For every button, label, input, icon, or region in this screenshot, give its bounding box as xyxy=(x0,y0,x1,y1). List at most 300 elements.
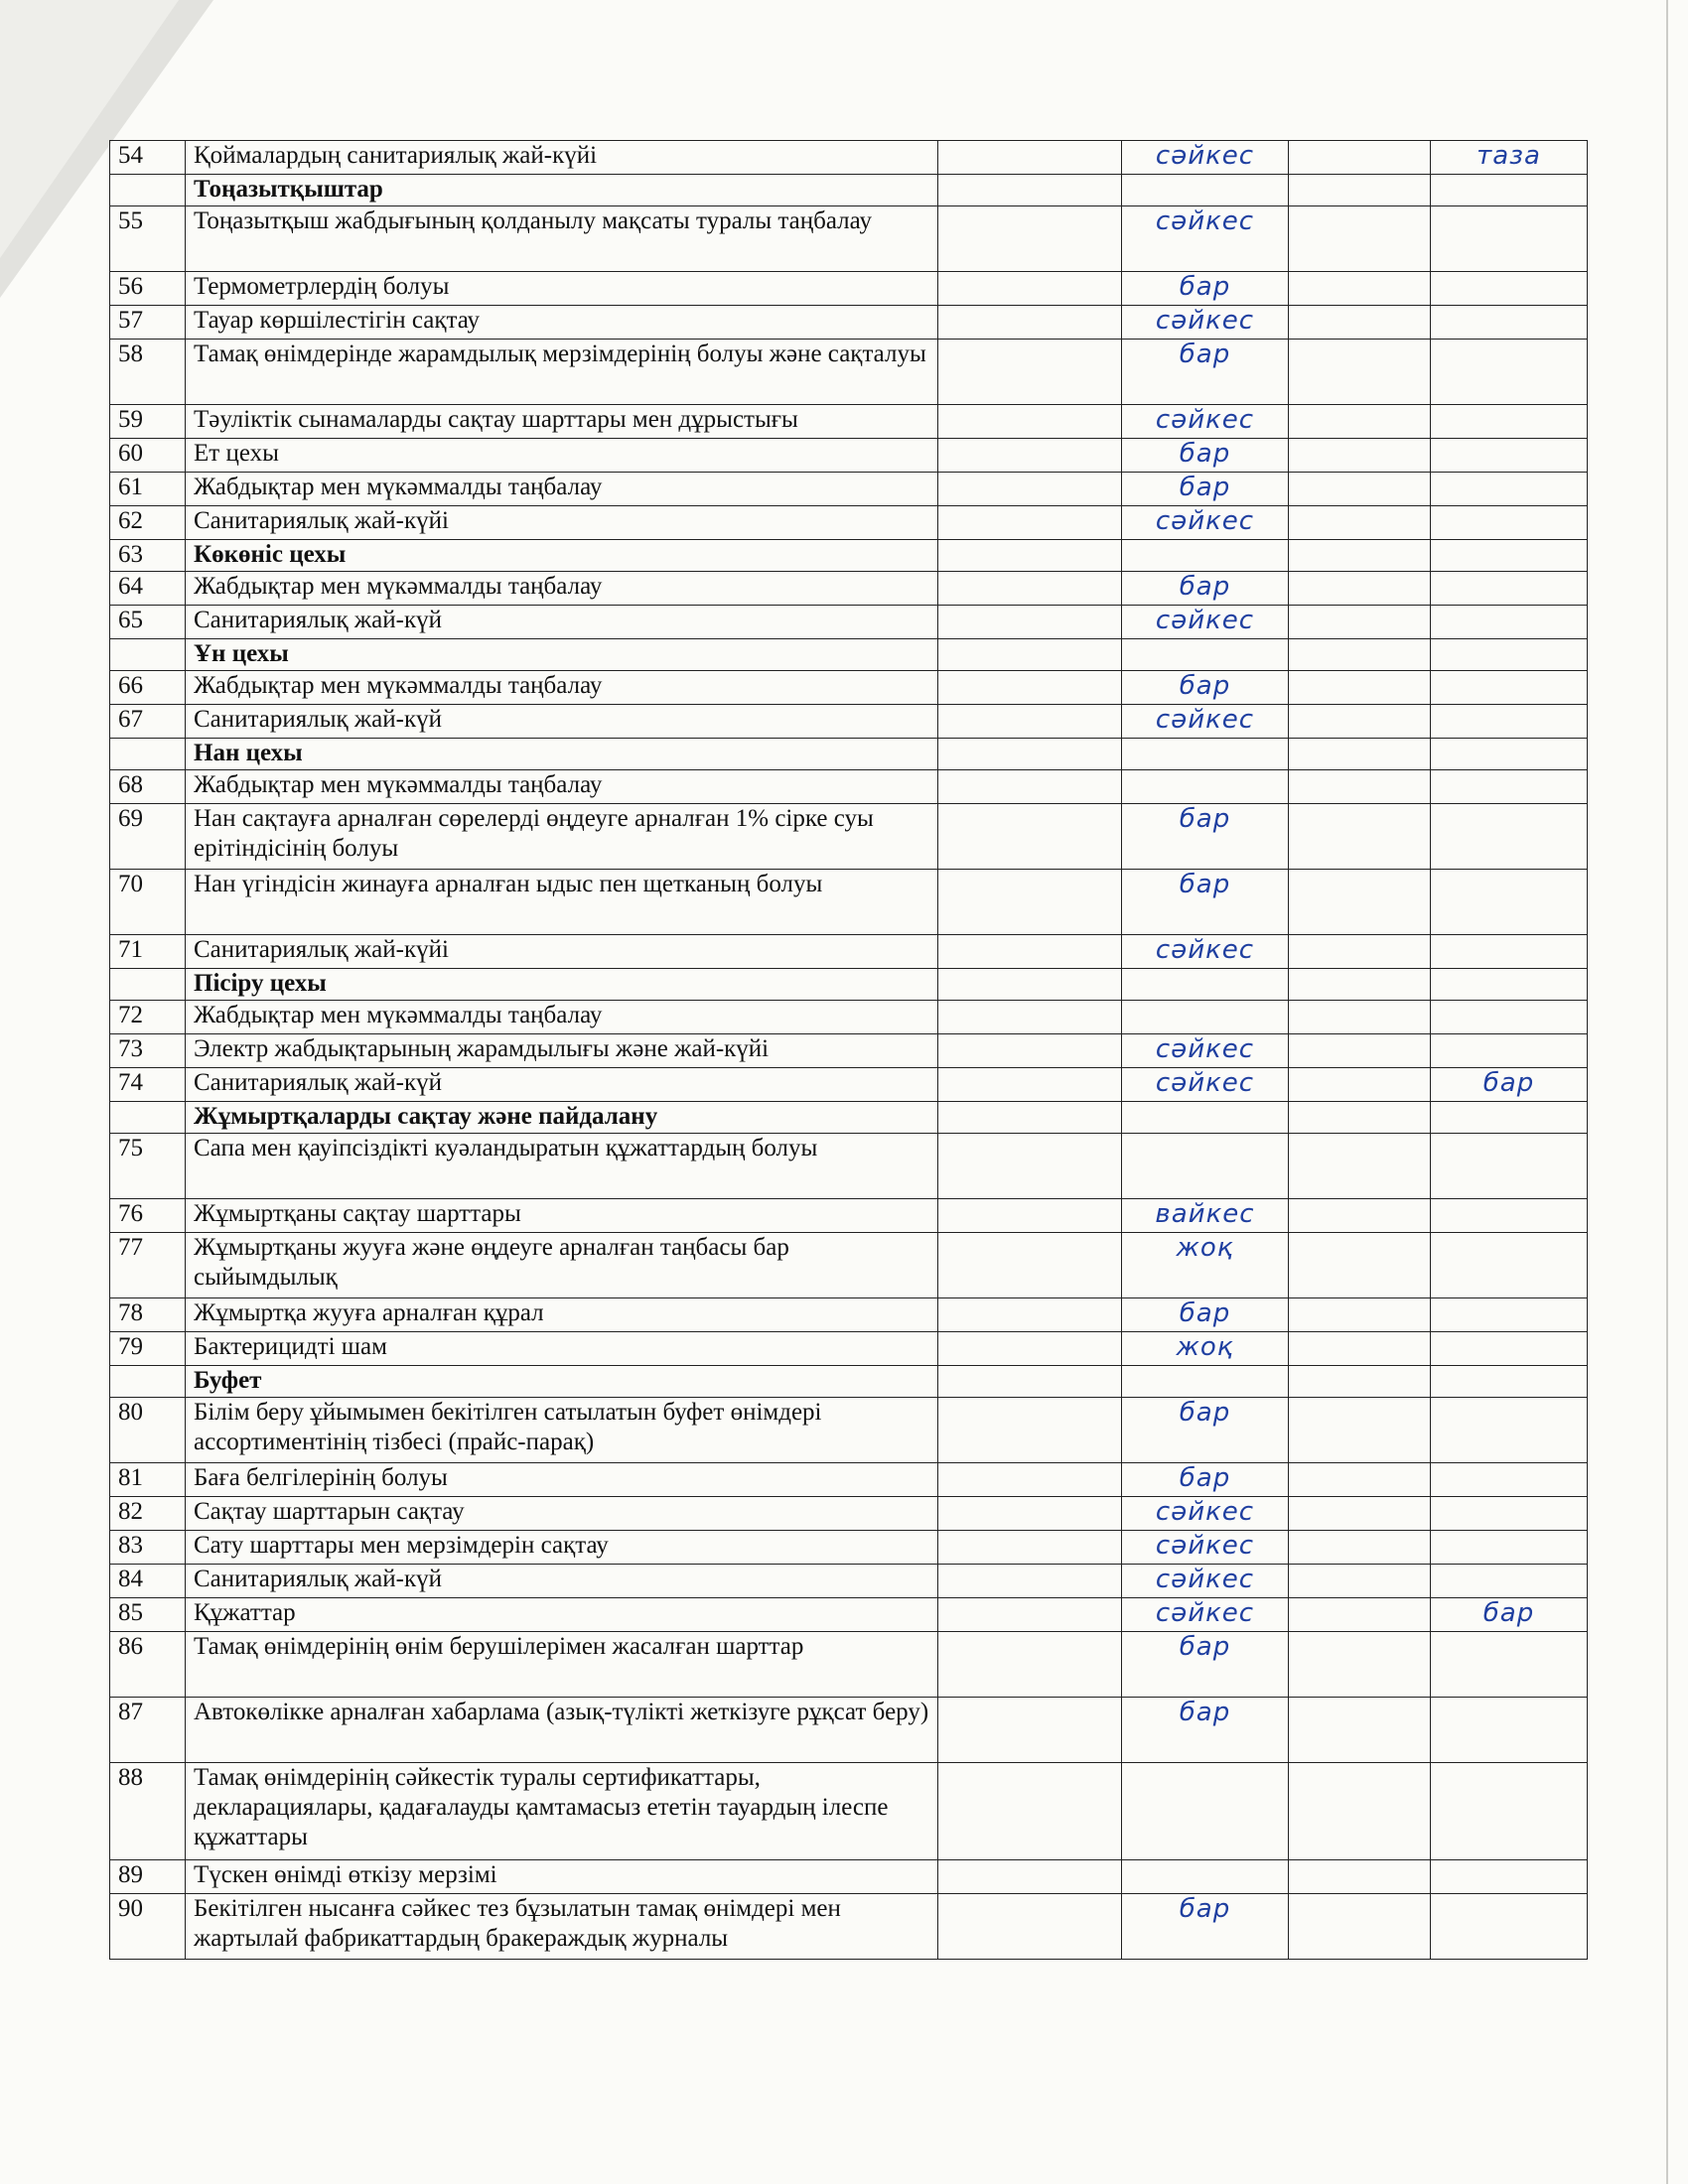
handwritten-extra xyxy=(1431,405,1588,439)
table-row xyxy=(110,272,1588,306)
handwritten-mark: сәйкес xyxy=(1122,1068,1289,1102)
empty-cell xyxy=(938,639,1122,671)
requirement-text: Сақтау шарттарын сақтау xyxy=(186,1497,938,1531)
row-number: 76 xyxy=(110,1199,186,1233)
empty-cell xyxy=(938,1463,1122,1497)
row-number: 63 xyxy=(110,540,186,572)
handwritten-mark: бар xyxy=(1122,804,1289,870)
empty-cell xyxy=(938,1001,1122,1034)
row-number: 60 xyxy=(110,439,186,473)
table-row xyxy=(110,306,1588,340)
empty-cell xyxy=(938,141,1122,175)
empty-cell xyxy=(938,671,1122,705)
handwritten-mark: бар xyxy=(1122,340,1289,405)
empty-cell xyxy=(938,1763,1122,1860)
handwritten-mark: сәйкес xyxy=(1122,705,1289,739)
handwritten-extra xyxy=(1431,540,1588,572)
handwritten-mark xyxy=(1122,175,1289,206)
requirement-text: Жабдықтар мен мүкәммалды таңбалау xyxy=(186,770,938,804)
handwritten-mark: сәйкес xyxy=(1122,141,1289,175)
table-row xyxy=(110,1398,1588,1463)
requirement-text: Көкөніс цехы xyxy=(186,540,938,572)
table-row xyxy=(110,439,1588,473)
empty-cell xyxy=(938,175,1122,206)
row-number: 74 xyxy=(110,1068,186,1102)
row-number xyxy=(110,1366,186,1398)
handwritten-mark: бар xyxy=(1122,1398,1289,1463)
empty-cell xyxy=(938,804,1122,870)
requirement-text: Санитариялық жай-күй xyxy=(186,1565,938,1598)
table-row xyxy=(110,1463,1588,1497)
empty-cell xyxy=(938,1298,1122,1332)
row-number: 88 xyxy=(110,1763,186,1860)
empty-cell xyxy=(1289,540,1431,572)
handwritten-extra xyxy=(1431,1233,1588,1298)
empty-cell xyxy=(938,206,1122,272)
empty-cell xyxy=(1289,272,1431,306)
handwritten-mark: жоқ xyxy=(1122,1332,1289,1366)
requirement-text: Автокөлікке арналған хабарлама (азық-түлікті жеткізуге рұқсат беру) xyxy=(186,1698,938,1763)
row-number: 69 xyxy=(110,804,186,870)
empty-cell xyxy=(1289,572,1431,606)
empty-cell xyxy=(1289,1598,1431,1632)
row-number: 67 xyxy=(110,705,186,739)
empty-cell xyxy=(938,1332,1122,1366)
row-number: 64 xyxy=(110,572,186,606)
table-row xyxy=(110,1632,1588,1698)
empty-cell xyxy=(938,870,1122,935)
table-row xyxy=(110,572,1588,606)
row-number: 57 xyxy=(110,306,186,340)
requirement-text: Сапа мен қауіпсіздікті куәландыратын құжаттардың болуы xyxy=(186,1134,938,1199)
requirement-text: Нан сақтауға арналған сөрелерді өңдеуге арналған 1% сірке суы ерітіндісінің болуы xyxy=(186,804,938,870)
requirement-text: Баға белгілерінің болуы xyxy=(186,1463,938,1497)
handwritten-extra xyxy=(1431,1632,1588,1698)
empty-cell xyxy=(1289,206,1431,272)
empty-cell xyxy=(1289,1531,1431,1565)
empty-cell xyxy=(938,439,1122,473)
handwritten-extra xyxy=(1431,175,1588,206)
row-number: 58 xyxy=(110,340,186,405)
section-row xyxy=(110,969,1588,1001)
row-number: 72 xyxy=(110,1001,186,1034)
empty-cell xyxy=(1289,770,1431,804)
empty-cell xyxy=(938,272,1122,306)
handwritten-extra xyxy=(1431,1398,1588,1463)
handwritten-extra xyxy=(1431,439,1588,473)
empty-cell xyxy=(1289,705,1431,739)
handwritten-extra xyxy=(1431,340,1588,405)
table-row xyxy=(110,1565,1588,1598)
empty-cell xyxy=(1289,1565,1431,1598)
table-row xyxy=(110,1332,1588,1366)
handwritten-mark: сәйкес xyxy=(1122,206,1289,272)
requirement-text: Жұмыртқа жууға арналған құрал xyxy=(186,1298,938,1332)
requirement-text: Жабдықтар мен мүкәммалды таңбалау xyxy=(186,572,938,606)
table-row xyxy=(110,671,1588,705)
handwritten-mark: бар xyxy=(1122,1463,1289,1497)
empty-cell xyxy=(1289,405,1431,439)
requirement-text: Түскен өнімді өткізу мерзімі xyxy=(186,1860,938,1894)
empty-cell xyxy=(1289,1894,1431,1960)
table-row xyxy=(110,705,1588,739)
requirement-text: Ет цехы xyxy=(186,439,938,473)
handwritten-extra xyxy=(1431,606,1588,639)
handwritten-extra xyxy=(1431,804,1588,870)
empty-cell xyxy=(938,1632,1122,1698)
empty-cell xyxy=(1289,1233,1431,1298)
empty-cell xyxy=(1289,639,1431,671)
handwritten-mark: сәйкес xyxy=(1122,1598,1289,1632)
row-number: 55 xyxy=(110,206,186,272)
empty-cell xyxy=(938,1366,1122,1398)
empty-cell xyxy=(1289,606,1431,639)
empty-cell xyxy=(938,1102,1122,1134)
row-number: 62 xyxy=(110,506,186,540)
handwritten-mark xyxy=(1122,969,1289,1001)
requirement-text: Тоңазытқыш жабдығының қолданылу мақсаты туралы таңбалау xyxy=(186,206,938,272)
empty-cell xyxy=(938,1565,1122,1598)
handwritten-mark: сәйкес xyxy=(1122,1497,1289,1531)
handwritten-extra xyxy=(1431,639,1588,671)
empty-cell xyxy=(938,1598,1122,1632)
row-number: 56 xyxy=(110,272,186,306)
row-number: 61 xyxy=(110,473,186,506)
table-row xyxy=(110,1860,1588,1894)
table-row xyxy=(110,1034,1588,1068)
requirement-text: Жабдықтар мен мүкәммалды таңбалау xyxy=(186,473,938,506)
handwritten-extra xyxy=(1431,969,1588,1001)
row-number: 70 xyxy=(110,870,186,935)
table-row xyxy=(110,1698,1588,1763)
handwritten-mark: бар xyxy=(1122,1698,1289,1763)
empty-cell xyxy=(938,935,1122,969)
row-number: 83 xyxy=(110,1531,186,1565)
empty-cell xyxy=(1289,1398,1431,1463)
handwritten-extra xyxy=(1431,272,1588,306)
handwritten-extra xyxy=(1431,1763,1588,1860)
handwritten-extra xyxy=(1431,870,1588,935)
handwritten-mark: бар xyxy=(1122,1632,1289,1698)
table-row xyxy=(110,770,1588,804)
empty-cell xyxy=(1289,1497,1431,1531)
empty-cell xyxy=(938,1398,1122,1463)
handwritten-extra xyxy=(1431,306,1588,340)
row-number: 68 xyxy=(110,770,186,804)
requirement-text: Бактерицидті шам xyxy=(186,1332,938,1366)
handwritten-mark xyxy=(1122,1102,1289,1134)
requirement-text: Жұмыртқаны сақтау шарттары xyxy=(186,1199,938,1233)
requirement-text: Электр жабдықтарының жарамдылығы және жай-күйі xyxy=(186,1034,938,1068)
handwritten-mark: бар xyxy=(1122,1298,1289,1332)
handwritten-extra xyxy=(1431,473,1588,506)
table-row xyxy=(110,1068,1588,1102)
row-number: 71 xyxy=(110,935,186,969)
empty-cell xyxy=(938,606,1122,639)
empty-cell xyxy=(1289,1632,1431,1698)
requirement-text: Санитариялық жай-күй xyxy=(186,1068,938,1102)
row-number xyxy=(110,639,186,671)
row-number: 77 xyxy=(110,1233,186,1298)
handwritten-extra xyxy=(1431,1366,1588,1398)
empty-cell xyxy=(1289,1463,1431,1497)
empty-cell xyxy=(1289,175,1431,206)
empty-cell xyxy=(1289,1298,1431,1332)
handwritten-mark xyxy=(1122,770,1289,804)
empty-cell xyxy=(938,506,1122,540)
requirement-text: Санитариялық жай-күй xyxy=(186,705,938,739)
table-row xyxy=(110,1298,1588,1332)
table-row xyxy=(110,473,1588,506)
handwritten-extra: бар xyxy=(1431,1598,1588,1632)
empty-cell xyxy=(938,1531,1122,1565)
row-number: 87 xyxy=(110,1698,186,1763)
table-row xyxy=(110,1598,1588,1632)
empty-cell xyxy=(1289,1034,1431,1068)
requirement-text: Буфет xyxy=(186,1366,938,1398)
requirement-text: Жұмыртқаны жууға және өңдеуге арналған таңбасы бар сыйымдылық xyxy=(186,1233,938,1298)
empty-cell xyxy=(1289,1102,1431,1134)
empty-cell xyxy=(938,705,1122,739)
handwritten-extra xyxy=(1431,935,1588,969)
handwritten-mark: сәйкес xyxy=(1122,1565,1289,1598)
empty-cell xyxy=(938,969,1122,1001)
table-row xyxy=(110,1134,1588,1199)
empty-cell xyxy=(938,770,1122,804)
requirement-text: Термометрлердің болуы xyxy=(186,272,938,306)
handwritten-extra xyxy=(1431,671,1588,705)
handwritten-mark: сәйкес xyxy=(1122,405,1289,439)
empty-cell xyxy=(1289,1332,1431,1366)
handwritten-extra xyxy=(1431,1134,1588,1199)
requirement-text: Санитариялық жай-күйі xyxy=(186,506,938,540)
row-number: 80 xyxy=(110,1398,186,1463)
requirement-text: Нан цехы xyxy=(186,739,938,770)
row-number xyxy=(110,175,186,206)
table-row xyxy=(110,870,1588,935)
row-number: 89 xyxy=(110,1860,186,1894)
requirement-text: Тоңазытқыштар xyxy=(186,175,938,206)
requirement-text: Жұмыртқаларды сақтау және пайдалану xyxy=(186,1102,938,1134)
handwritten-mark: бар xyxy=(1122,272,1289,306)
section-row xyxy=(110,1366,1588,1398)
empty-cell xyxy=(1289,506,1431,540)
table-row xyxy=(110,506,1588,540)
requirement-text: Білім беру ұйымымен бекітілген сатылатын буфет өнімдері ассортиментінің тізбесі (прайс-парақ) xyxy=(186,1398,938,1463)
empty-cell xyxy=(1289,1366,1431,1398)
handwritten-extra xyxy=(1431,1034,1588,1068)
requirement-text: Құжаттар xyxy=(186,1598,938,1632)
row-number: 66 xyxy=(110,671,186,705)
handwritten-mark: бар xyxy=(1122,671,1289,705)
handwritten-mark: бар xyxy=(1122,473,1289,506)
requirement-text: Жабдықтар мен мүкәммалды таңбалау xyxy=(186,671,938,705)
row-number: 85 xyxy=(110,1598,186,1632)
table-row xyxy=(110,1497,1588,1531)
handwritten-mark: сәйкес xyxy=(1122,306,1289,340)
table-row xyxy=(110,405,1588,439)
row-number: 90 xyxy=(110,1894,186,1960)
page-edge-line xyxy=(1666,0,1668,2184)
empty-cell xyxy=(1289,1698,1431,1763)
empty-cell xyxy=(938,1134,1122,1199)
requirement-text: Тамақ өнімдерінің өнім берушілерімен жасалған шарттар xyxy=(186,1632,938,1698)
row-number: 65 xyxy=(110,606,186,639)
handwritten-extra xyxy=(1431,1565,1588,1598)
table-row xyxy=(110,1763,1588,1860)
requirement-text: Тамақ өнімдерінде жарамдылық мерзімдерінің болуы және сақталуы xyxy=(186,340,938,405)
handwritten-extra: бар xyxy=(1431,1068,1588,1102)
requirement-text: Жабдықтар мен мүкәммалды таңбалау xyxy=(186,1001,938,1034)
handwritten-extra xyxy=(1431,1001,1588,1034)
section-row xyxy=(110,1102,1588,1134)
row-number xyxy=(110,739,186,770)
table-row xyxy=(110,1531,1588,1565)
empty-cell xyxy=(1289,1134,1431,1199)
handwritten-mark: бар xyxy=(1122,439,1289,473)
handwritten-extra xyxy=(1431,572,1588,606)
handwritten-extra xyxy=(1431,1531,1588,1565)
empty-cell xyxy=(1289,141,1431,175)
handwritten-extra xyxy=(1431,206,1588,272)
empty-cell xyxy=(1289,935,1431,969)
requirement-text: Бекітілген нысанға сәйкес тез бұзылатын тамақ өнімдері мен жартылай фабрикаттардың бракераждық журналы xyxy=(186,1894,938,1960)
requirement-text: Нан үгіндісін жинауға арналған ыдыс пен щетканың болуы xyxy=(186,870,938,935)
empty-cell xyxy=(1289,306,1431,340)
empty-cell xyxy=(938,1034,1122,1068)
row-number: 84 xyxy=(110,1565,186,1598)
table-row xyxy=(110,1233,1588,1298)
empty-cell xyxy=(1289,1860,1431,1894)
handwritten-extra xyxy=(1431,770,1588,804)
handwritten-mark xyxy=(1122,1366,1289,1398)
checklist-rows xyxy=(110,141,1588,1960)
requirement-text: Санитариялық жай-күйі xyxy=(186,935,938,969)
empty-cell xyxy=(1289,439,1431,473)
empty-cell xyxy=(1289,671,1431,705)
handwritten-extra xyxy=(1431,705,1588,739)
requirement-text: Тәуліктік сынамаларды сақтау шарттары мен дұрыстығы xyxy=(186,405,938,439)
requirement-text: Санитариялық жай-күй xyxy=(186,606,938,639)
row-number: 82 xyxy=(110,1497,186,1531)
table-row xyxy=(110,1001,1588,1034)
empty-cell xyxy=(938,540,1122,572)
section-row xyxy=(110,175,1588,206)
handwritten-mark xyxy=(1122,1860,1289,1894)
handwritten-extra xyxy=(1431,1463,1588,1497)
handwritten-extra xyxy=(1431,739,1588,770)
row-number: 81 xyxy=(110,1463,186,1497)
empty-cell xyxy=(1289,340,1431,405)
handwritten-extra xyxy=(1431,506,1588,540)
handwritten-extra xyxy=(1431,1698,1588,1763)
empty-cell xyxy=(938,572,1122,606)
handwritten-mark: сәйкес xyxy=(1122,606,1289,639)
row-number xyxy=(110,969,186,1001)
empty-cell xyxy=(1289,1763,1431,1860)
handwritten-mark: сәйкес xyxy=(1122,1531,1289,1565)
empty-cell xyxy=(938,473,1122,506)
empty-cell xyxy=(938,1894,1122,1960)
row-number: 73 xyxy=(110,1034,186,1068)
empty-cell xyxy=(938,1497,1122,1531)
section-row xyxy=(110,540,1588,572)
requirement-text: Ұн цехы xyxy=(186,639,938,671)
table-row xyxy=(110,340,1588,405)
empty-cell xyxy=(1289,1068,1431,1102)
handwritten-mark xyxy=(1122,1134,1289,1199)
requirement-text: Сату шарттары мен мерзімдерін сақтау xyxy=(186,1531,938,1565)
handwritten-mark xyxy=(1122,540,1289,572)
handwritten-mark: вайкес xyxy=(1122,1199,1289,1233)
handwritten-mark xyxy=(1122,1001,1289,1034)
table-row xyxy=(110,804,1588,870)
row-number: 54 xyxy=(110,141,186,175)
row-number: 59 xyxy=(110,405,186,439)
empty-cell xyxy=(1289,804,1431,870)
empty-cell xyxy=(938,1068,1122,1102)
empty-cell xyxy=(938,405,1122,439)
handwritten-mark xyxy=(1122,739,1289,770)
handwritten-extra xyxy=(1431,1332,1588,1366)
requirement-text: Қоймалардың санитариялық жай-күйі xyxy=(186,141,938,175)
handwritten-mark: сәйкес xyxy=(1122,1034,1289,1068)
handwritten-mark xyxy=(1122,639,1289,671)
empty-cell xyxy=(938,306,1122,340)
handwritten-mark: бар xyxy=(1122,870,1289,935)
inspection-checklist-table xyxy=(109,140,1588,1960)
empty-cell xyxy=(938,739,1122,770)
handwritten-mark: бар xyxy=(1122,1894,1289,1960)
table-row xyxy=(110,606,1588,639)
handwritten-extra xyxy=(1431,1894,1588,1960)
handwritten-mark: бар xyxy=(1122,572,1289,606)
handwritten-mark: жоқ xyxy=(1122,1233,1289,1298)
empty-cell xyxy=(1289,1001,1431,1034)
handwritten-mark: сәйкес xyxy=(1122,506,1289,540)
row-number: 75 xyxy=(110,1134,186,1199)
row-number: 78 xyxy=(110,1298,186,1332)
empty-cell xyxy=(1289,969,1431,1001)
requirement-text: Тауар көршілестігін сақтау xyxy=(186,306,938,340)
handwritten-extra xyxy=(1431,1102,1588,1134)
row-number: 79 xyxy=(110,1332,186,1366)
table-row xyxy=(110,206,1588,272)
empty-cell xyxy=(1289,1199,1431,1233)
handwritten-extra xyxy=(1431,1199,1588,1233)
table-row xyxy=(110,141,1588,175)
requirement-text: Тамақ өнімдерінің сәйкестік туралы сертификаттары, декларациялары, қадағалауды қамтамасыз ететін тауардың ілеспе құжаттары xyxy=(186,1763,938,1860)
requirement-text: Пісіру цехы xyxy=(186,969,938,1001)
empty-cell xyxy=(1289,739,1431,770)
empty-cell xyxy=(938,1698,1122,1763)
handwritten-mark xyxy=(1122,1763,1289,1860)
table-row xyxy=(110,935,1588,969)
row-number: 86 xyxy=(110,1632,186,1698)
table-row xyxy=(110,1199,1588,1233)
section-row xyxy=(110,639,1588,671)
empty-cell xyxy=(1289,473,1431,506)
row-number xyxy=(110,1102,186,1134)
empty-cell xyxy=(938,340,1122,405)
section-row xyxy=(110,739,1588,770)
handwritten-extra: таза xyxy=(1431,141,1588,175)
handwritten-extra xyxy=(1431,1497,1588,1531)
empty-cell xyxy=(1289,870,1431,935)
table-row xyxy=(110,1894,1588,1960)
empty-cell xyxy=(938,1860,1122,1894)
empty-cell xyxy=(938,1199,1122,1233)
